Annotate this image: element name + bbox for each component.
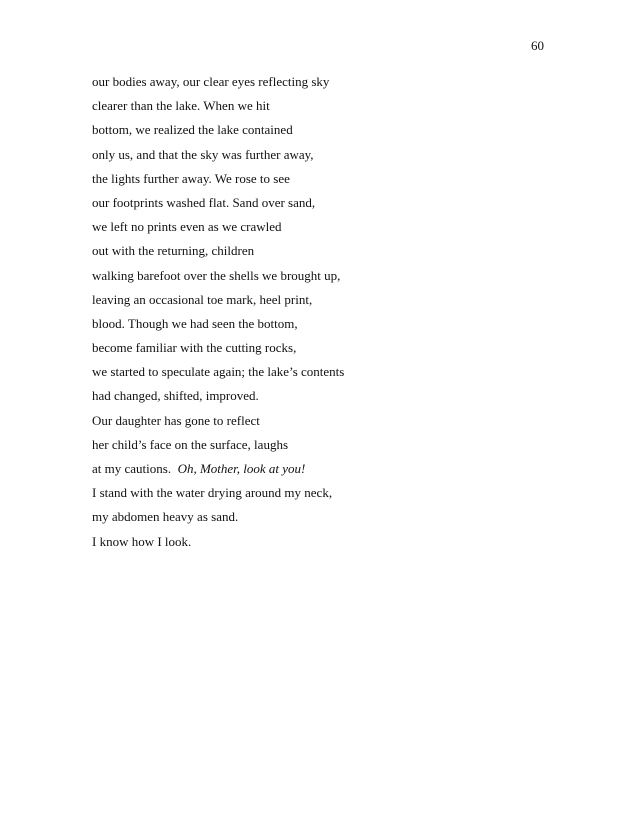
poem-line: the lights further away. We rose to see — [92, 170, 290, 186]
poem-line: we left no prints even as we crawled — [92, 219, 282, 235]
poem-line: her child’s face on the surface, laughs — [92, 436, 289, 452]
poem-line: walking barefoot over the shells we brought up, — [92, 267, 341, 283]
poem-line: leaving an occasional toe mark, heel print, — [92, 291, 313, 307]
poem-line: I know how I look. — [92, 533, 192, 549]
poem-body — [92, 74, 562, 558]
poem-line: I stand with the water drying around my neck, — [92, 485, 333, 501]
poem-line-text: at my cautions. — [92, 461, 178, 476]
poem-line: had changed, shifted, improved. — [92, 388, 259, 404]
page-number: 60 — [531, 38, 544, 53]
poem-line-italic-text: Oh, Mother, look at you! — [177, 461, 306, 476]
poem-line: my abdomen heavy as sand. — [92, 509, 239, 525]
poem-line: clearer than the lake. When we hit — [92, 98, 270, 114]
poem-line: bottom, we realized the lake contained — [92, 122, 293, 138]
poem-line: only us, and that the sky was further away, — [92, 146, 314, 162]
poem-line: we started to speculate again; the lake’s contents — [92, 364, 345, 380]
poem-line: Our daughter has gone to reflect — [92, 412, 260, 428]
poem-line: our footprints washed flat. Sand over sand, — [92, 194, 316, 210]
poem-line — [92, 461, 562, 477]
poem-line: blood. Though we had seen the bottom, — [92, 315, 298, 331]
poem-line: out with the returning, children — [92, 243, 255, 259]
poem-line: become familiar with the cutting rocks, — [92, 340, 297, 356]
poem-line: our bodies away, our clear eyes reflecting sky — [92, 74, 330, 89]
